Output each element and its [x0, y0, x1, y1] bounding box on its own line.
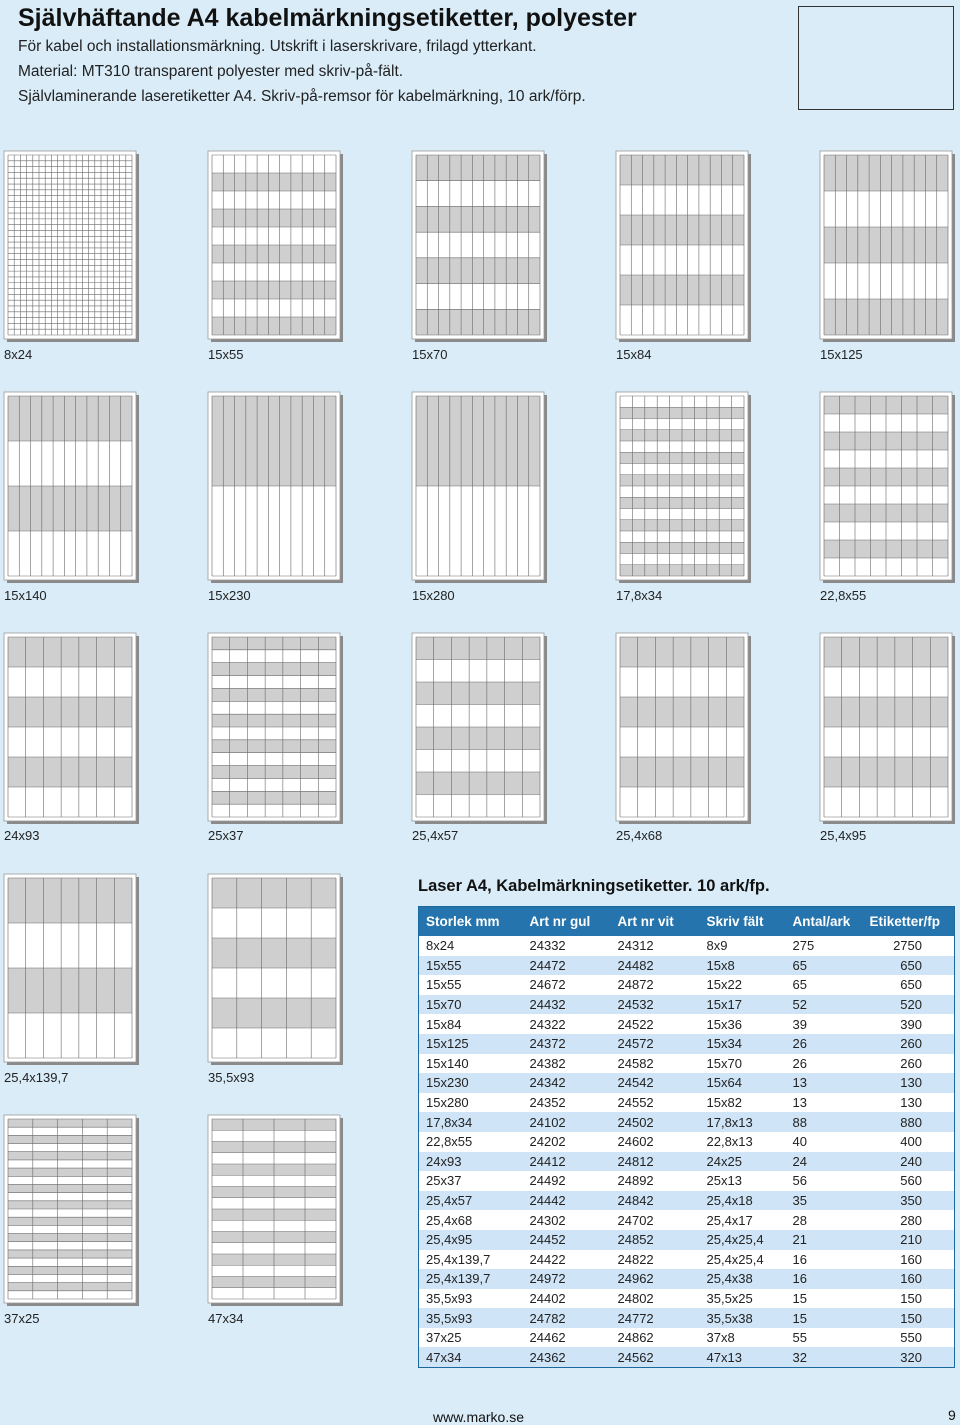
sheet-size-label: 8x24	[4, 347, 33, 362]
cell-size: 35,5x93	[419, 1289, 523, 1309]
cell-per-sheet: 16	[786, 1269, 863, 1289]
table-row	[419, 1191, 955, 1211]
cell-art-yellow: 24672	[523, 975, 611, 995]
cell-per-pack: 260	[863, 1054, 955, 1074]
write-field-band	[8, 1168, 132, 1176]
sheet-illustration	[4, 151, 140, 343]
sheet-illustration	[208, 874, 344, 1066]
write-field-band	[212, 998, 336, 1028]
sheet-size-label: 22,8x55	[820, 588, 867, 603]
cell-art-yellow: 24782	[523, 1308, 611, 1328]
sheet-illustration	[616, 633, 752, 825]
write-field-band	[212, 714, 336, 727]
cell-write-field: 25,4x25,4	[700, 1250, 786, 1270]
sheet-illustration	[4, 633, 140, 825]
cell-per-pack: 240	[863, 1152, 955, 1172]
write-field-band	[212, 766, 336, 779]
write-field-band	[8, 1217, 132, 1225]
sheet-illustration	[616, 151, 752, 343]
table-row	[419, 1308, 955, 1328]
write-field-band	[416, 396, 540, 486]
header-per-pack: Etiketter/fp	[863, 907, 955, 937]
cell-art-white: 24852	[611, 1230, 700, 1250]
write-field-band	[8, 1201, 132, 1209]
sheet-size-label: 25x37	[208, 828, 244, 843]
page-title: Självhäftande A4 kabelmärkningsetiketter, polyester	[18, 4, 637, 32]
write-field-band	[8, 1250, 132, 1258]
table-row	[419, 1328, 955, 1348]
write-field-band	[212, 637, 336, 650]
cell-per-pack: 350	[863, 1191, 955, 1211]
page-number: 9	[948, 1407, 956, 1423]
header-size: Storlek mm	[419, 907, 523, 937]
cell-per-sheet: 13	[786, 1073, 863, 1093]
write-field-band	[620, 757, 744, 787]
table-header-row	[419, 907, 955, 937]
sheet-size-label: 15x125	[820, 347, 863, 362]
table-row	[419, 1347, 955, 1367]
write-field-band	[824, 299, 948, 335]
cell-art-yellow: 24382	[523, 1054, 611, 1074]
cell-art-white: 24502	[611, 1112, 700, 1132]
table-row	[419, 1171, 955, 1191]
write-field-band	[416, 727, 540, 750]
cell-art-yellow: 24452	[523, 1230, 611, 1250]
cell-art-white: 24522	[611, 1014, 700, 1034]
cell-size: 25,4x139,7	[419, 1269, 523, 1289]
cell-art-white: 24542	[611, 1073, 700, 1093]
product-image-placeholder	[798, 6, 954, 110]
write-field-band	[8, 878, 132, 923]
cell-write-field: 15x22	[700, 975, 786, 995]
sheet-size-label: 15x84	[616, 347, 652, 362]
cell-size: 15x84	[419, 1014, 523, 1034]
table-row	[419, 1250, 955, 1270]
cell-art-yellow: 24402	[523, 1289, 611, 1309]
sheet-illustration	[4, 1115, 140, 1307]
sheet-illustration	[208, 633, 344, 825]
cell-per-sheet: 39	[786, 1014, 863, 1034]
write-field-band	[416, 258, 540, 284]
write-field-band	[8, 697, 132, 727]
cell-size: 25x37	[419, 1171, 523, 1191]
sheet-illustration	[208, 1115, 344, 1307]
cell-per-sheet: 56	[786, 1171, 863, 1191]
cell-size: 15x230	[419, 1073, 523, 1093]
sheet-illustration	[412, 392, 548, 584]
write-field-band	[8, 968, 132, 1013]
table-row	[419, 1132, 955, 1152]
sheet-size-label: 47x34	[208, 1311, 244, 1326]
sheet-size-label: 24x93	[4, 828, 40, 843]
table-row	[419, 1210, 955, 1230]
write-field-band	[620, 155, 744, 185]
sheet-size-label: 15x140	[4, 588, 47, 603]
cell-art-white: 24702	[611, 1210, 700, 1230]
write-field-band	[416, 637, 540, 660]
cell-size: 37x25	[419, 1328, 523, 1348]
write-field-band	[620, 275, 744, 305]
cell-per-pack: 560	[863, 1171, 955, 1191]
cell-per-sheet: 32	[786, 1347, 863, 1367]
cell-write-field: 35,5x38	[700, 1308, 786, 1328]
cell-per-pack: 2750	[863, 936, 955, 956]
cell-per-sheet: 21	[786, 1230, 863, 1250]
write-field-band	[212, 317, 336, 335]
sheet-illustration	[412, 151, 548, 343]
write-field-band	[8, 486, 132, 531]
cell-per-sheet: 88	[786, 1112, 863, 1132]
cell-per-pack: 320	[863, 1347, 955, 1367]
cell-art-yellow: 24442	[523, 1191, 611, 1211]
table-row	[419, 1034, 955, 1054]
cell-write-field: 15x8	[700, 956, 786, 976]
write-field-band	[212, 740, 336, 753]
cell-per-pack: 280	[863, 1210, 955, 1230]
product-table	[418, 906, 955, 1368]
write-field-band	[416, 206, 540, 232]
cell-size: 17,8x34	[419, 1112, 523, 1132]
cell-write-field: 17,8x13	[700, 1112, 786, 1132]
sheet-illustration	[820, 633, 956, 825]
write-field-band	[212, 688, 336, 701]
cell-art-yellow: 24372	[523, 1034, 611, 1054]
cell-size: 24x93	[419, 1152, 523, 1172]
cell-size: 15x70	[419, 995, 523, 1015]
cell-art-yellow: 24412	[523, 1152, 611, 1172]
write-field-band	[212, 245, 336, 263]
write-field-band	[212, 663, 336, 676]
cell-art-white: 24962	[611, 1269, 700, 1289]
cell-size: 25,4x57	[419, 1191, 523, 1211]
cell-art-yellow: 24422	[523, 1250, 611, 1270]
table-row	[419, 1112, 955, 1132]
cell-size: 25,4x95	[419, 1230, 523, 1250]
cell-art-white: 24892	[611, 1171, 700, 1191]
table-row	[419, 956, 955, 976]
write-field-band	[8, 1152, 132, 1160]
cell-art-white: 24802	[611, 1289, 700, 1309]
cell-art-yellow: 24362	[523, 1347, 611, 1367]
write-field-band	[8, 1283, 132, 1291]
cell-per-pack: 650	[863, 975, 955, 995]
sheet-illustration	[616, 392, 752, 584]
sheet-size-label: 37x25	[4, 1311, 40, 1326]
cell-art-white: 24552	[611, 1093, 700, 1113]
table-row	[419, 1073, 955, 1093]
cell-per-pack: 130	[863, 1093, 955, 1113]
table-row	[419, 1230, 955, 1250]
write-field-band	[824, 697, 948, 727]
sheet-size-label: 25,4x68	[616, 828, 663, 843]
cell-per-pack: 150	[863, 1308, 955, 1328]
write-field-band	[416, 309, 540, 335]
write-field-band	[212, 281, 336, 299]
sheet-size-label: 15x230	[208, 588, 251, 603]
cell-art-white: 24862	[611, 1328, 700, 1348]
cell-per-sheet: 40	[786, 1132, 863, 1152]
cell-write-field: 25,4x17	[700, 1210, 786, 1230]
cell-write-field: 15x82	[700, 1093, 786, 1113]
cell-art-yellow: 24462	[523, 1328, 611, 1348]
sheet-illustration	[412, 633, 548, 825]
cell-write-field: 15x36	[700, 1014, 786, 1034]
cell-art-white: 24772	[611, 1308, 700, 1328]
write-field-band	[8, 1234, 132, 1242]
cell-per-pack: 520	[863, 995, 955, 1015]
write-field-band	[8, 396, 132, 441]
write-field-band	[212, 878, 336, 908]
cell-art-white: 24842	[611, 1191, 700, 1211]
cell-art-white: 24562	[611, 1347, 700, 1367]
write-field-band	[620, 697, 744, 727]
description-line-2: Material: MT310 transparent polyester med skriv-på-fält.	[18, 63, 404, 80]
cell-art-yellow: 24352	[523, 1093, 611, 1113]
sheet-size-label: 35,5x93	[208, 1070, 255, 1085]
cell-per-pack: 160	[863, 1250, 955, 1270]
write-field-band	[212, 938, 336, 968]
cell-size: 35,5x93	[419, 1308, 523, 1328]
cell-art-yellow: 24472	[523, 956, 611, 976]
header-art-yellow: Art nr gul	[523, 907, 611, 937]
cell-art-white: 24602	[611, 1132, 700, 1152]
cell-write-field: 8x9	[700, 936, 786, 956]
sheet-size-label: 17,8x34	[616, 588, 663, 603]
cell-per-sheet: 55	[786, 1328, 863, 1348]
cell-write-field: 47x13	[700, 1347, 786, 1367]
cell-size: 47x34	[419, 1347, 523, 1367]
sheet-illustration	[208, 151, 344, 343]
cell-art-yellow: 24972	[523, 1269, 611, 1289]
cell-art-yellow: 24432	[523, 995, 611, 1015]
cell-per-sheet: 24	[786, 1152, 863, 1172]
cell-art-white: 24872	[611, 975, 700, 995]
cell-art-white: 24532	[611, 995, 700, 1015]
cell-per-sheet: 13	[786, 1093, 863, 1113]
cell-write-field: 35,5x25	[700, 1289, 786, 1309]
cell-art-white: 24822	[611, 1250, 700, 1270]
cell-art-yellow: 24302	[523, 1210, 611, 1230]
cell-write-field: 24x25	[700, 1152, 786, 1172]
cell-write-field: 25,4x25,4	[700, 1230, 786, 1250]
write-field-band	[416, 682, 540, 705]
write-field-band	[824, 227, 948, 263]
footer-url: www.marko.se	[433, 1409, 525, 1425]
cell-per-pack: 130	[863, 1073, 955, 1093]
cell-art-white: 24812	[611, 1152, 700, 1172]
table-body	[419, 936, 955, 1368]
write-field-band	[620, 215, 744, 245]
write-field-band	[212, 209, 336, 227]
cell-per-pack: 650	[863, 956, 955, 976]
write-field-band	[416, 155, 540, 181]
cell-per-sheet: 15	[786, 1308, 863, 1328]
table-row	[419, 1093, 955, 1113]
cell-per-pack: 390	[863, 1014, 955, 1034]
cell-per-pack: 400	[863, 1132, 955, 1152]
cell-art-yellow: 24102	[523, 1112, 611, 1132]
header-per-sheet: Antal/ark	[786, 907, 863, 937]
table-row	[419, 1152, 955, 1172]
write-field-band	[212, 173, 336, 191]
sheet-size-label: 15x280	[412, 588, 455, 603]
cell-size: 15x125	[419, 1034, 523, 1054]
sheet-size-label: 25,4x95	[820, 828, 867, 843]
write-field-band	[824, 155, 948, 191]
description-line-1: För kabel och installationsmärkning. Utskrift i laserskrivare, frilagd ytterkant.	[18, 38, 537, 55]
write-field-band	[8, 1266, 132, 1274]
cell-per-sheet: 52	[786, 995, 863, 1015]
cell-per-sheet: 15	[786, 1289, 863, 1309]
cell-per-sheet: 35	[786, 1191, 863, 1211]
write-field-band	[8, 637, 132, 667]
cell-per-pack: 880	[863, 1112, 955, 1132]
sheet-size-label: 15x55	[208, 347, 244, 362]
write-field-band	[824, 637, 948, 667]
table-row	[419, 1289, 955, 1309]
cell-art-white: 24312	[611, 936, 700, 956]
write-field-band	[8, 757, 132, 787]
sheet-size-label: 25,4x139,7	[4, 1070, 69, 1085]
cell-per-pack: 210	[863, 1230, 955, 1250]
write-field-band	[620, 637, 744, 667]
write-field-band	[416, 772, 540, 795]
write-field-band	[212, 791, 336, 804]
cell-art-yellow: 24322	[523, 1014, 611, 1034]
table-row	[419, 995, 955, 1015]
cell-per-pack: 160	[863, 1269, 955, 1289]
description-line-3: Självlaminerande laseretiketter A4. Skriv-på-remsor för kabelmärkning, 10 ark/förp.	[18, 88, 586, 105]
table-row	[419, 975, 955, 995]
table-row	[419, 1269, 955, 1289]
sheet-illustration	[4, 392, 140, 584]
header-art-white: Art nr vit	[611, 907, 700, 937]
cell-per-pack: 260	[863, 1034, 955, 1054]
cell-size: 15x55	[419, 975, 523, 995]
cell-write-field: 25x13	[700, 1171, 786, 1191]
cell-per-sheet: 28	[786, 1210, 863, 1230]
cell-write-field: 15x34	[700, 1034, 786, 1054]
cell-size: 25,4x139,7	[419, 1250, 523, 1270]
cell-per-pack: 550	[863, 1328, 955, 1348]
cell-write-field: 25,4x38	[700, 1269, 786, 1289]
cell-art-white: 24572	[611, 1034, 700, 1054]
cell-write-field: 15x17	[700, 995, 786, 1015]
header-write-field: Skriv fält	[700, 907, 786, 937]
cell-size: 8x24	[419, 936, 523, 956]
table-row	[419, 1054, 955, 1074]
cell-write-field: 15x64	[700, 1073, 786, 1093]
sheet-illustration	[4, 874, 140, 1066]
sheet-illustration	[820, 392, 956, 584]
table-row	[419, 1014, 955, 1034]
write-field-band	[8, 1135, 132, 1143]
cell-size: 15x280	[419, 1093, 523, 1113]
cell-size: 25,4x68	[419, 1210, 523, 1230]
cell-size: 15x55	[419, 956, 523, 976]
cell-per-sheet: 275	[786, 936, 863, 956]
table-title: Laser A4, Kabelmärkningsetiketter. 10 ark/fp.	[418, 877, 770, 895]
cell-per-sheet: 16	[786, 1250, 863, 1270]
cell-per-sheet: 65	[786, 956, 863, 976]
write-field-band	[8, 1184, 132, 1192]
cell-write-field: 25,4x18	[700, 1191, 786, 1211]
table-row	[419, 936, 955, 956]
sheet-size-label: 25,4x57	[412, 828, 459, 843]
cell-art-yellow: 24332	[523, 936, 611, 956]
write-field-band	[212, 396, 336, 486]
cell-art-white: 24482	[611, 956, 700, 976]
write-field-band	[8, 1119, 132, 1127]
cell-write-field: 15x70	[700, 1054, 786, 1074]
cell-art-yellow: 24202	[523, 1132, 611, 1152]
cell-per-sheet: 26	[786, 1054, 863, 1074]
cell-art-white: 24582	[611, 1054, 700, 1074]
cell-per-sheet: 65	[786, 975, 863, 995]
cell-write-field: 22,8x13	[700, 1132, 786, 1152]
cell-size: 15x140	[419, 1054, 523, 1074]
cell-per-sheet: 26	[786, 1034, 863, 1054]
cell-size: 22,8x55	[419, 1132, 523, 1152]
label-grid-lines	[8, 155, 132, 335]
sheet-illustration	[820, 151, 956, 343]
cell-write-field: 37x8	[700, 1328, 786, 1348]
sheet-size-label: 15x70	[412, 347, 448, 362]
cell-art-yellow: 24492	[523, 1171, 611, 1191]
write-field-band	[824, 757, 948, 787]
cell-per-pack: 150	[863, 1289, 955, 1309]
sheet-illustration	[208, 392, 344, 584]
cell-art-yellow: 24342	[523, 1073, 611, 1093]
